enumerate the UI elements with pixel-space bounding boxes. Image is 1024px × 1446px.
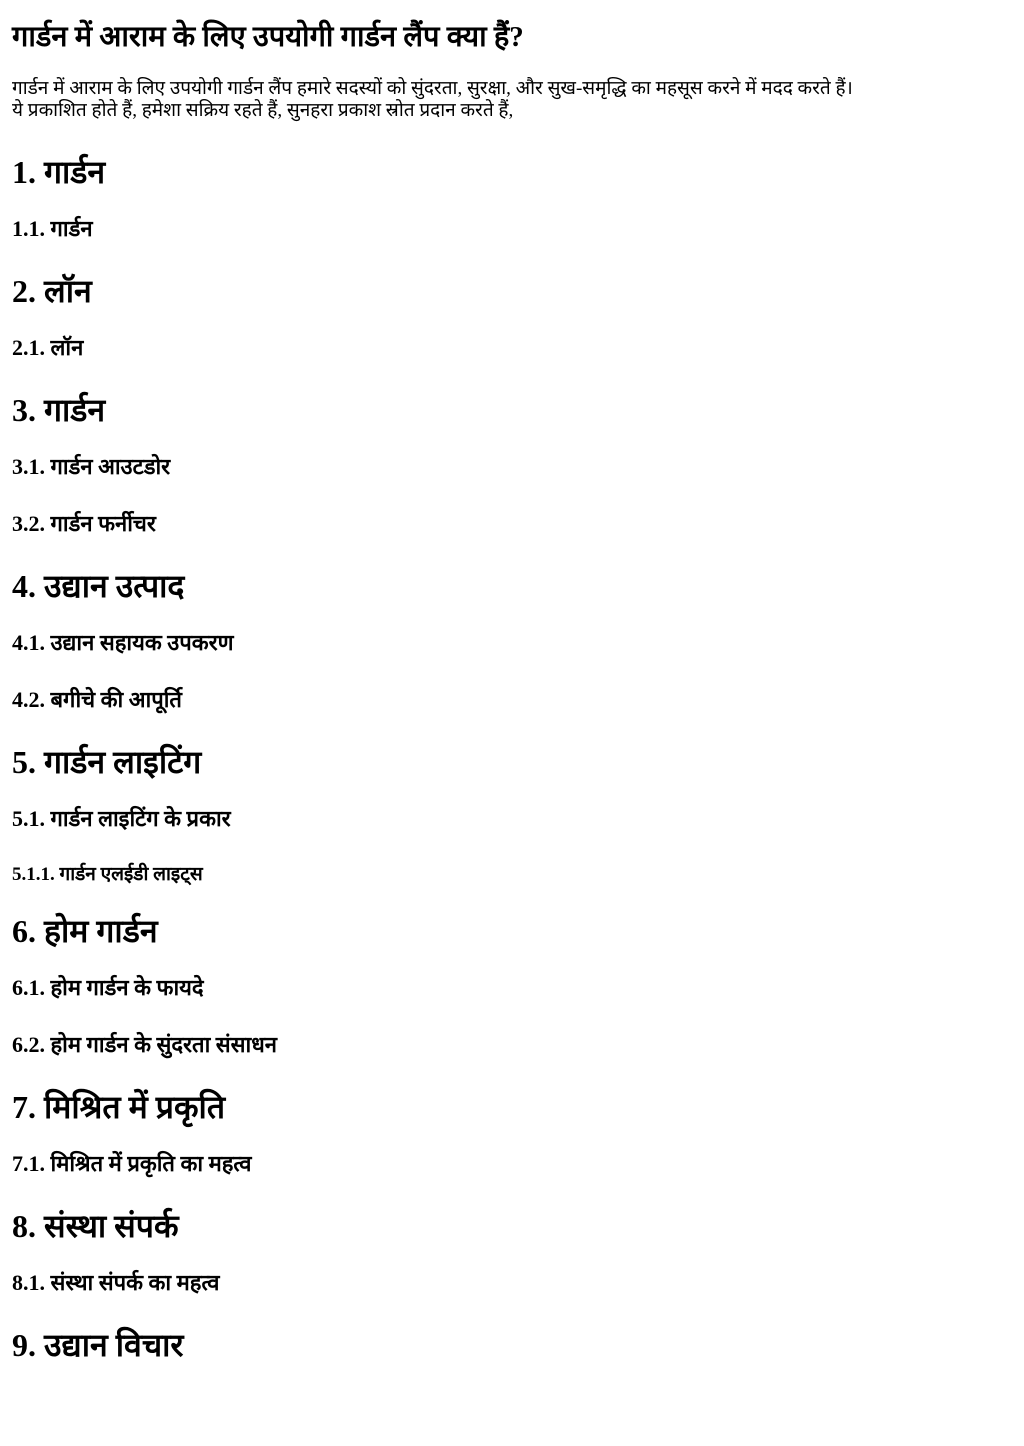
heading-level-3: 3.1. गार्डन आउटडोर xyxy=(12,454,171,479)
intro-line-1: गार्डन में आराम के लिए उपयोगी गार्डन लैंप हमारे सदस्यों को सुंदरता, सुरक्षा, और सुख-समृद्धि का महसूस करने में मदद करते हैं। xyxy=(12,78,853,99)
heading-level-2: 9. उद्यान विचार xyxy=(12,1327,184,1363)
heading-level-2: 7. मिश्रित में प्रकृति xyxy=(12,1089,226,1125)
heading-level-3: 6.2. होम गार्डन के सुंदरता संसाधन xyxy=(12,1032,277,1057)
heading-level-2: 4. उद्यान उत्पाद xyxy=(12,568,185,604)
heading-level-3: 4.1. उद्यान सहायक उपकरण xyxy=(12,630,234,655)
heading-level-3: 4.2. बगीचे की आपूर्ति xyxy=(12,687,182,712)
heading-level-3: 3.2. गार्डन फर्नीचर xyxy=(12,511,156,536)
heading-level-2: 6. होम गार्डन xyxy=(12,913,158,949)
page-title: गार्डन में आराम के लिए उपयोगी गार्डन लैंप क्या हैं? xyxy=(12,21,524,53)
intro-paragraph xyxy=(12,78,1012,122)
heading-level-2: 8. संस्था संपर्क xyxy=(12,1208,179,1244)
heading-level-2: 1. गार्डन xyxy=(12,154,106,190)
intro-line-2: ये प्रकाशित होते हैं, हमेशा सक्रिय रहते हैं, सुनहरा प्रकाश स्रोत प्रदान करते हैं, xyxy=(12,100,514,121)
section-list xyxy=(12,152,1012,1365)
heading-level-3: 5.1. गार्डन लाइटिंग के प्रकार xyxy=(12,806,231,831)
heading-level-4: 5.1.1. गार्डन एलईडी लाइट्स xyxy=(12,864,203,885)
heading-level-2: 3. गार्डन xyxy=(12,392,106,428)
heading-level-3: 8.1. संस्था संपर्क का महत्व xyxy=(12,1270,220,1295)
heading-level-2: 2. लॉन xyxy=(12,273,92,309)
heading-level-3: 2.1. लॉन xyxy=(12,335,84,360)
heading-level-2: 5. गार्डन लाइटिंग xyxy=(12,744,202,780)
heading-level-3: 1.1. गार्डन xyxy=(12,216,93,241)
heading-level-3: 6.1. होम गार्डन के फायदे xyxy=(12,975,204,1000)
heading-level-3: 7.1. मिश्रित में प्रकृति का महत्व xyxy=(12,1151,252,1176)
